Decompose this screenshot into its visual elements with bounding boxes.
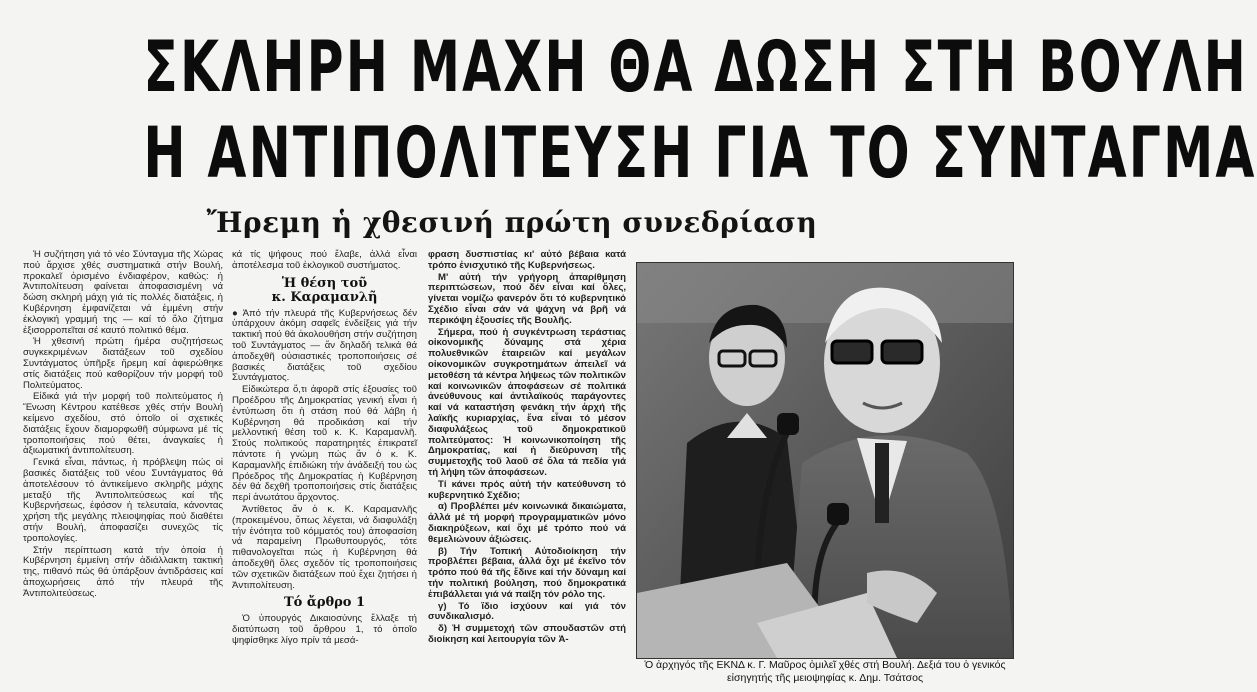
paragraph: Ἀντίθετος ἄν ὁ κ. Κ. Καραμανλῆς (προκειμένου, ὅπως λέγεται, νά διαφυλάξη τήν ἑνότητα τοῦ κόμματός του) ἀποφασίση νά παραμείνη Πρωθυπουργός, τότε πιθανολογεῖται πώς ἡ Κυβέρνηση θά ἀποδεχθῆ ὅλες σχεδόν τίς τροποποιήσεις τῶν σχετικῶν διατάξεων πού ἔχει ζητήσει ἡ Ἀντιπολίτευση. xyxy=(232,503,417,591)
paragraph: α) Προβλέπει μέν κοινωνικά δικαιώματα, ἀλλά μέ τή μορφή προγραμματικῶν μόνο διακηρύξεων, καί ὄχι μέ τρόπο πού νά θεμελιώνουν ἀξιώσεις. xyxy=(428,501,626,545)
headline-line-1: ΣΚΛΗΡΗ ΜΑΧΗ ΘΑ ΔΩΣΗ ΣΤΗ ΒΟΥΛΗ xyxy=(143,26,1248,108)
paragraph: Στήν περίπτωση κατά τήν ὁποία ἡ Κυβέρνηση ἐμμείνη στήν ἀδιάλλακτη τακτική της, πιθανό πώς θά ὑπάρξουν ἀντιδράσεις καί ἀποχωρήσεις ἀπό τήν πλευρά τῆς Ἀντιπολιτεύσεως. xyxy=(23,544,223,599)
paragraph: Ἡ χθεσινή πρώτη ἡμέρα συζητήσεως συγκεκριμένων διατάξεων τοῦ σχεδίου Συντάγματος ὑπῆρξε ἤρεμη καί ἀφιερώθηκε στίς διατάξεις πού καθορίζουν τήν μορφή τοῦ Πολιτεύματος. xyxy=(23,336,223,391)
article-column-3 xyxy=(428,250,626,692)
paragraph: Τί κάνει πρός αὐτή τήν κατεύθυνση τό κυβερνητικό Σχέδιο; xyxy=(428,478,626,501)
article-column-2 xyxy=(232,250,417,692)
section-heading-line: Ἡ θέση τοῦ xyxy=(281,275,368,291)
paragraph: γ) Τό ἴδιο ἰσχύουν καί γιά τόν συνδικαλισμό. xyxy=(428,600,626,623)
subheadline: Ἤρεμη ἡ χθεσινή πρώτη συνεδρίαση xyxy=(206,206,818,239)
paragraph: φραση δυσπιστίας κι' αὐτό βέβαια κατά τρόπο ἐνισχυτικό τῆς Κυβερνήσεως. xyxy=(428,249,626,271)
paragraph: Ἡ συζήτηση γιά τό νέο Σύνταγμα τῆς Χώρας πού ἄρχισε χθές συστηματικά στήν Βουλή, προκαλεῖ ὀρισμένο ἐνδιαφέρον, καθώς: ἡ Ἀντιπολίτευση φαίνεται ἀποφασισμένη νά δώση σκληρή μάχη γιά τίς πολλές διατάξεις, ἡ Κυβέρνηση ἐμφανίζεται νά ἐμμένη στήν ἐκλογική γραμμή της — καί τό ὅλο ζήτημα ἐξισορροπεῖται σέ καυτό πολιτικό θέμα. xyxy=(23,249,223,336)
headline-line-2: Η ΑΝΤΙΠΟΛΙΤΕΥΣΗ ΓΙΑ ΤΟ ΣΥΝΤΑΓΜΑ xyxy=(143,112,1257,194)
photo-caption: Ὁ ἀρχηγός τῆς ΕΚΝΔ κ. Γ. Μαῦρος ὁμιλεῖ χθές στή Βουλή. Δεξιά του ὁ γενικός εἰσηγητής τῆς μειοψηφίας κ. Δημ. Τσάτσος xyxy=(644,659,1006,684)
paragraph: Γενικά εἶναι, πάντως, ἡ πρόβλεψη πώς οἱ βασικές διατάξεις τοῦ νέου Συντάγματος θά ἀποτελέσουν τό ἀντικείμενο σκληρῆς μάχης μεταξύ τῆς Ἀντιπολιτεύσεως καί τῆς Κυβερνήσεως, ἐφόσον ἡ τελευταία, κάνοντας χρήση τῆς μεγάλης πλειοψηφίας πού διαθέτει στήν Βουλή, ἀποφασίζει συνεχῶς τίς τροπολογίες. xyxy=(23,457,223,544)
photo-illustration xyxy=(637,263,1013,658)
paragraph: κά τίς ψήφους πού ἔλαβε, ἀλλά εἶναι ἀποτέλεσμα τοῦ ἐκλογικοῦ συστήματος. xyxy=(232,249,417,271)
parliament-photo xyxy=(636,262,1014,659)
paragraph: ● Ἀπό τήν πλευρά τῆς Κυβερνήσεως δέν ὑπάρχουν ἀκόμη σαφεῖς ἐνδείξεις γιά τήν τακτική πού θά ἀκολουθήση στήν συζήτηση τοῦ Συντάγματος — ἄν δηλαδή τελικά θά ἀποδεχθῆ οὐσιαστικές τροποποιήσεις σέ βασικές διατάξεις τοῦ σχεδίου Συντάγματος. xyxy=(232,309,417,385)
section-heading-karamanlis xyxy=(232,277,417,305)
paragraph: Μ' αὐτή τήν γρήγορη ἀπαρίθμηση περιπτώσεων, πού δέν εἶναι καί ὅλες, γίνεται νομίζω φανερόν ὅτι τό κυβερνητικό Σχέδιο εἶναι σάν νά ψάχνη νά βρῆ νά περικόψη ἐξουσίες τῆς Βουλῆς. xyxy=(428,271,626,326)
paragraph: β) Τήν Τοπική Αὐτοδιοίκηση τήν προβλέπει βέβαια, ἀλλά ὄχι μέ ἐκεῖνο τόν τρόπο πού θά τῆς ἔδινε καί τήν δύναμη καί τήν πολιτική βούληση, πού δημοκρατικά ἐπιβάλλεται γιά νά παίξη τόν ρόλο της. xyxy=(428,545,626,600)
paragraph: Ὁ ὑπουργός Δικαιοσύνης ἔλλαξε τή διατύπωση τοῦ ἄρθρου 1, τό ὁποῖο ψηφίσθηκε λίγο πρίν τά μεσά- xyxy=(232,613,417,646)
paragraph: Εἰδικά γιά τήν μορφή τοῦ πολιτεύματος ἡ Ἕνωση Κέντρου κατέθεσε χθές στήν Βουλή κείμενο σχεδίου, στό ὁποῖο οἱ σχετικές διατάξεις ἔχουν διαμορφωθῆ σύμφωνα μέ τίς τροποποιήσεις πού θέτει, ἀναγκαίες ἡ ἀξιωματική ἀντιπολίτευση. xyxy=(23,391,223,457)
section-heading-article-1: Τό ἄρθρο 1 xyxy=(283,595,366,611)
article-column-1 xyxy=(23,250,223,692)
paragraph: δ) Ἡ συμμετοχή τῶν σπουδαστῶν στή διοίκηση καί λειτουργία τῶν Ἀ- xyxy=(428,623,626,645)
paragraph: Εἰδικώτερα ὅ,τι ἀφορᾶ στίς ἐξουσίες τοῦ Προέδρου τῆς Δημοκρατίας γενική εἶναι ἡ ἐντύπωση ὅτι ἡ στάση πού θά λάβη ἡ Κυβέρνηση θά προδικάση καί τήν μελλοντική θέση τοῦ κ. Κ. Καραμανλῆ. Στούς πολιτικούς παρατηρητές ἐπικρατεῖ πάντοτε ἡ γνώμη πώς ἄν ὁ κ. Κ. Καραμανλῆς ἐπιδιώκη τήν ἀνάδειξή του ὡς Πρόεδρος τῆς Δημοκρατίας ἡ Κυβέρνηση δέν θά δεχθῆ τροποποιήσεις στίς διατάξεις περί ἀνωτάτου ἄρχοντος. xyxy=(232,384,417,504)
paragraph: Σήμερα, πού ἡ συγκέντρωση τεράστιας οἰκονομικῆς δύναμης στά χέρια πολυεθνικῶν ἑταιρειῶν καί μεγάλων οἰκονομικῶν συγκροτημάτων ἀπειλεῖ νά μετοθέση τά κέντρα λήψεως τῶν πολιτικῶν καί κοινωνικῶν ἀποφάσεων σέ πολιτικά ἀνεύθυνους καί ἀντιλαϊκούς παράγοντες καί νά καταστήση φενάκη τήν ἀρχή τῆς λαϊκῆς κυριαρχίας, ἕνα εἶναι τό μέσον διαφυλάξεως τοῦ δημοκρατικοῦ πολιτεύματος: Ἡ κοινωνικοποίηση τῆς Δημοκρατίας, καί ἡ διεύρυνση τῆς συμμετοχῆς τοῦ λαοῦ σέ ὅλα τά πεδία γιά τή λήψη τῶν ἀποφάσεων. xyxy=(428,326,626,478)
section-heading-line: κ. Καραμανλῆ xyxy=(271,289,378,305)
